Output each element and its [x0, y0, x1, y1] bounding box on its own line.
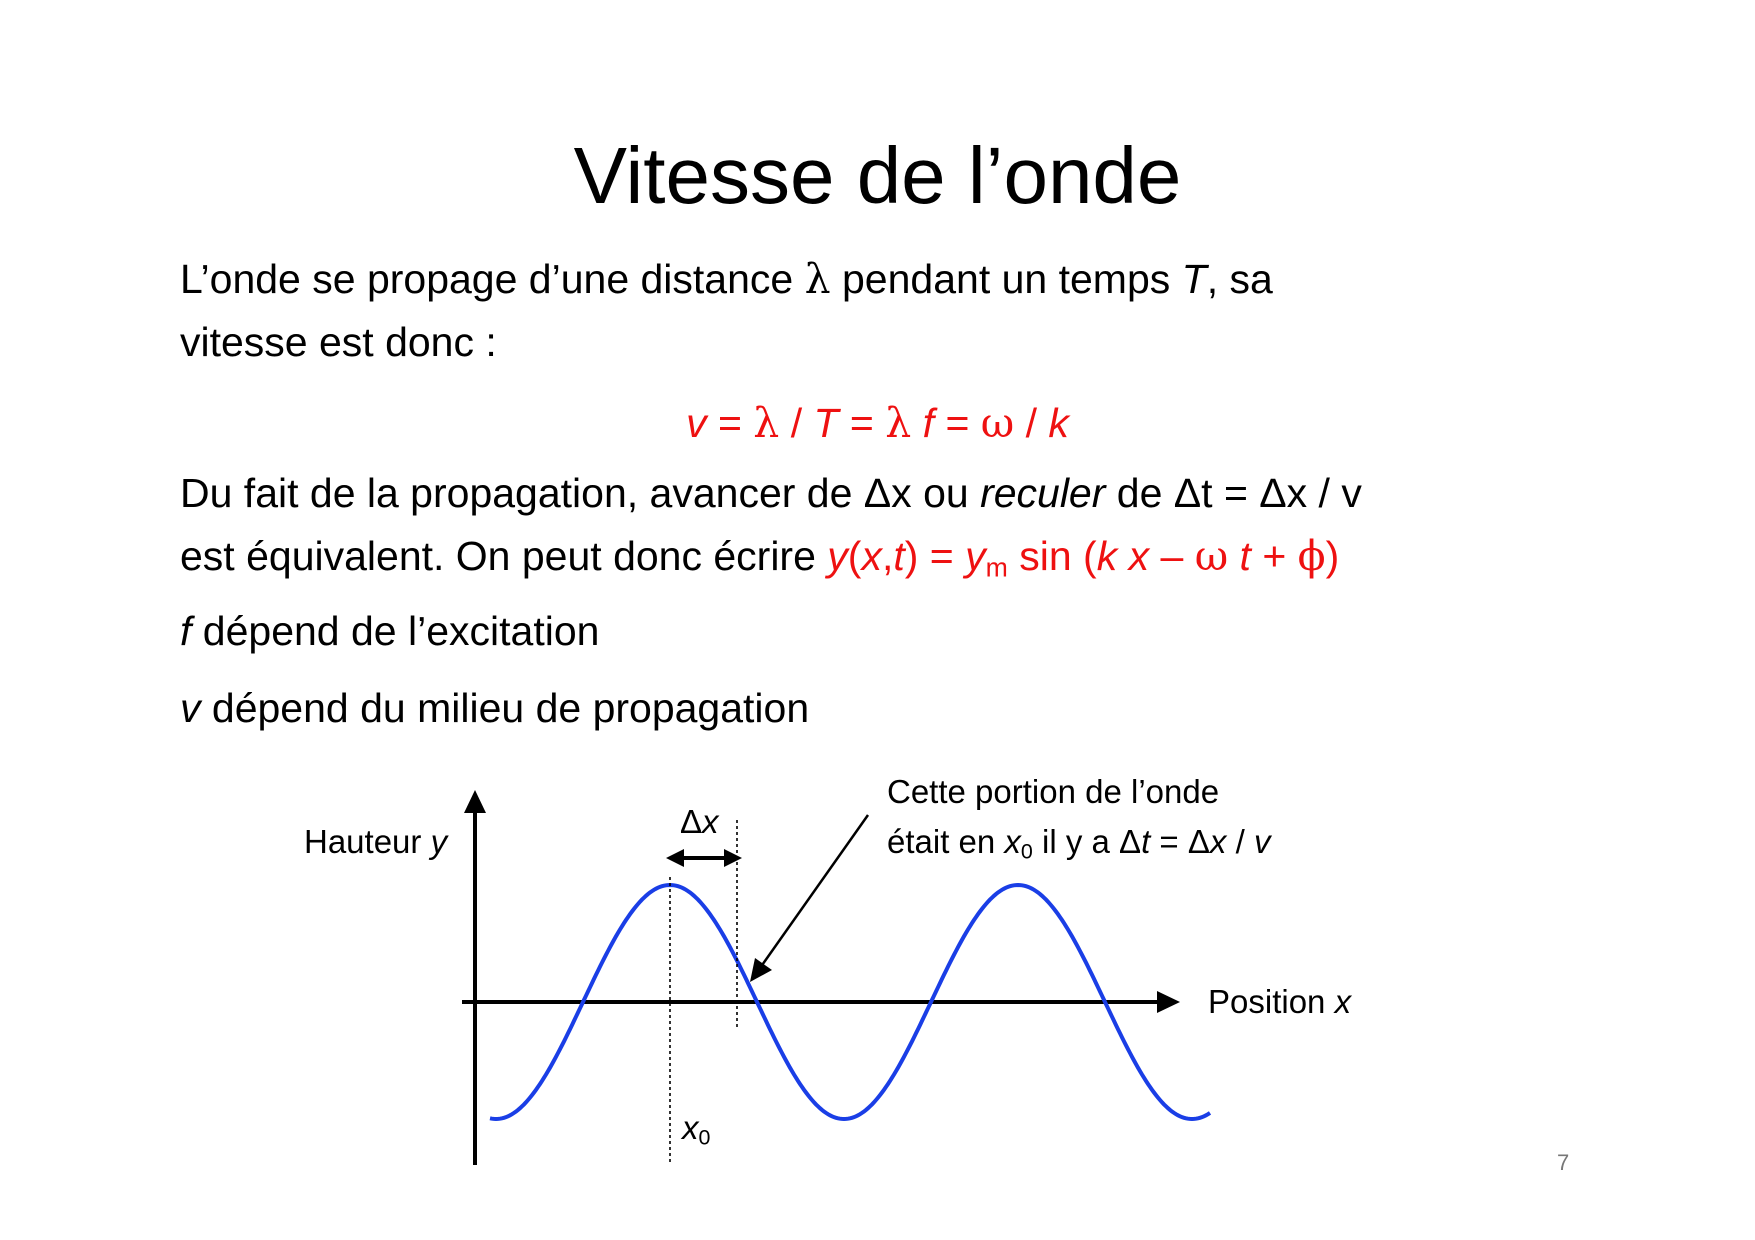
eq-lambda: λ [885, 399, 912, 447]
text: il y a Δ [1032, 823, 1142, 860]
slide-title: Vitesse de l’onde [573, 131, 1182, 220]
eq-part: / [1014, 400, 1049, 446]
eq-ym: y [965, 533, 986, 579]
text-italic: reculer [980, 470, 1106, 516]
eq-part: ) = [904, 533, 966, 579]
delta-x-arrowhead-left [666, 849, 684, 867]
text: Cette portion de l’onde [887, 773, 1220, 810]
subscript: 0 [698, 1125, 711, 1150]
var-v: v [1253, 823, 1271, 860]
eq-part: = [934, 400, 981, 446]
eq-k: k [1096, 533, 1118, 579]
x0-label [682, 1108, 710, 1148]
text: était en [887, 823, 1005, 860]
eq-x: x [1117, 533, 1150, 579]
text: dépend de l’excitation [191, 608, 600, 654]
text: est équivalent. On peut donc écrire [180, 533, 828, 579]
subscript: 0 [1020, 839, 1033, 864]
eq-part: / [779, 400, 814, 446]
text: de Δt = Δx / v [1105, 470, 1362, 516]
delta-x-arrowhead-right [724, 849, 742, 867]
page-number: 7 [1557, 1150, 1570, 1175]
eq-part: , [881, 533, 894, 579]
eq-omega: ω [1194, 532, 1229, 580]
text: / [1226, 823, 1254, 860]
var-f: f [180, 608, 192, 654]
x-axis-arrowhead [1157, 991, 1180, 1013]
eq-part: ) [1325, 533, 1340, 579]
var-v: v [180, 685, 201, 731]
text: Du fait de la propagation, avancer de Δx ou [180, 470, 981, 516]
eq-y: y [827, 533, 848, 579]
eq-T: T [813, 400, 839, 446]
eq-t: t [893, 533, 905, 579]
annotation-pointer-head [750, 958, 772, 982]
eq-k: k [1048, 400, 1069, 446]
eq-part: – [1149, 533, 1195, 579]
eq-lambda: λ [753, 399, 780, 447]
eq-f: f [911, 400, 935, 446]
eq-phi: ϕ [1297, 532, 1326, 580]
var-x: x [682, 1109, 699, 1146]
annotation-line-2 [887, 822, 1270, 862]
y-axis-label [304, 822, 447, 862]
text: pendant un temps [830, 256, 1182, 302]
eq-part: + [1250, 533, 1298, 579]
var-y: y [430, 823, 448, 860]
text: = Δ [1150, 823, 1210, 860]
text: L’onde se propage d’une distance [180, 256, 805, 302]
text: dépend du milieu de propagation [200, 685, 810, 731]
var-x: x [702, 803, 719, 840]
var-x: x [1004, 823, 1021, 860]
y-axis-arrowhead [464, 790, 486, 813]
text: vitesse est donc : [180, 319, 497, 365]
eq-part: ( [847, 533, 862, 579]
delta-x-label [680, 802, 719, 842]
var-x: x [1209, 823, 1227, 860]
delta-symbol: Δ [680, 803, 703, 840]
eq-x: x [861, 533, 882, 579]
eq-part: sin ( [1007, 533, 1097, 579]
eq-v: v [686, 400, 707, 446]
eq-subscript: m [985, 552, 1008, 583]
text: Hauteur [304, 823, 431, 860]
eq-part: = [706, 400, 754, 446]
x-axis-label [1208, 982, 1351, 1022]
var-t: t [1141, 823, 1151, 860]
eq-part: = [838, 400, 886, 446]
period-variable: T [1181, 256, 1207, 302]
var-x: x [1334, 983, 1352, 1020]
eq-omega: ω [980, 399, 1015, 447]
annotation-pointer [760, 815, 868, 968]
lambda-symbol: λ [804, 255, 831, 303]
text: Position [1208, 983, 1335, 1020]
text: , sa [1206, 256, 1273, 302]
eq-t: t [1228, 533, 1251, 579]
annotation-line-1 [887, 772, 1219, 812]
